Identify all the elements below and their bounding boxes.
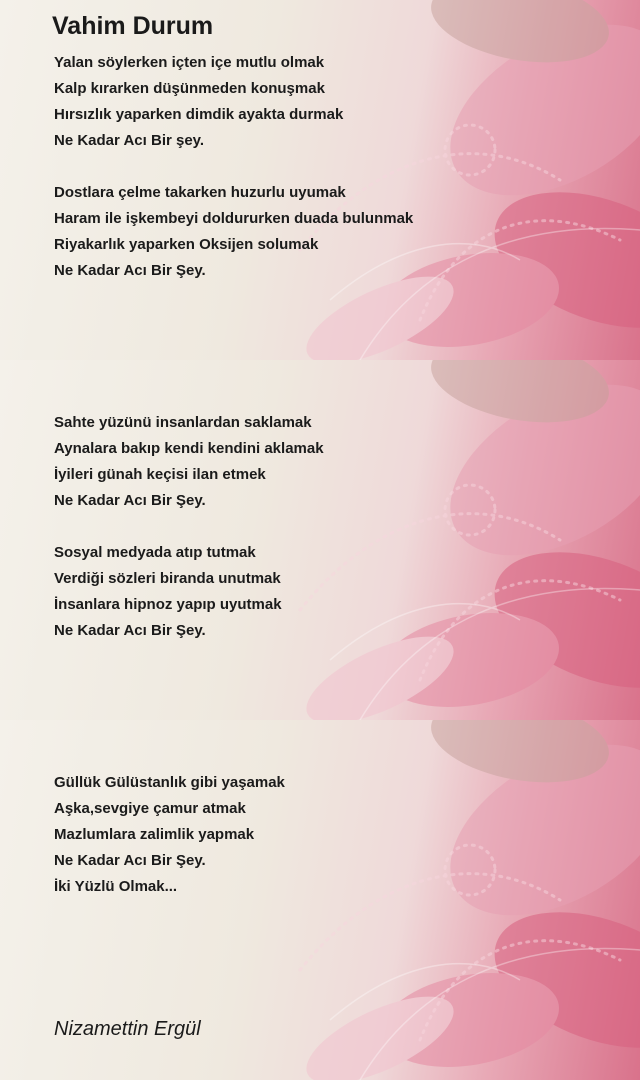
poem-line: Aynalara bakıp kendi kendini aklamak [54,440,324,457]
poem-line: Ne Kadar Acı Bir şey. [54,132,205,149]
poem-line: İnsanlara hipnoz yapıp uyutmak [54,596,282,613]
poem-line: Kalp kırarken düşünmeden konuşmak [54,80,325,97]
stanza [54,540,282,644]
poem-line: Aşka,sevgiye çamur atmak [54,800,246,817]
poem-title: Vahim Durum [52,12,214,40]
poem-line: Güllük Gülüstanlık gibi yaşamak [54,774,285,791]
poem-line: Riyakarlık yaparken Oksijen solumak [54,236,319,253]
poem-line: Ne Kadar Acı Bir Şey. [54,852,206,869]
poem-line: Sosyal medyada atıp tutmak [54,544,256,561]
poem-line: Sahte yüzünü insanlardan saklamak [54,414,312,431]
poem-line: Ne Kadar Acı Bir Şey. [54,262,206,279]
stanza [54,180,413,284]
poem-line: Dostlara çelme takarken huzurlu uyumak [54,184,346,201]
poem-line: Verdiği sözleri biranda unutmak [54,570,281,587]
stanza [54,770,285,900]
poem-line: Ne Kadar Acı Bir Şey. [54,622,206,639]
poem-line: İyileri günah keçisi ilan etmek [54,466,266,483]
poem-author: Nizamettin Ergül [54,1018,201,1040]
poem-line: Mazlumlara zalimlik yapmak [54,826,255,843]
poem-line: Ne Kadar Acı Bir Şey. [54,492,206,509]
stanza [54,50,343,154]
poem-line: İki Yüzlü Olmak... [54,878,178,895]
poem-line: Hırsızlık yaparken dimdik ayakta durmak [54,106,344,123]
poem-line: Haram ile işkembeyi doldururken duada bulunmak [54,210,414,227]
poem-line: Yalan söylerken içten içe mutlu olmak [54,54,325,71]
stanza [54,410,324,514]
